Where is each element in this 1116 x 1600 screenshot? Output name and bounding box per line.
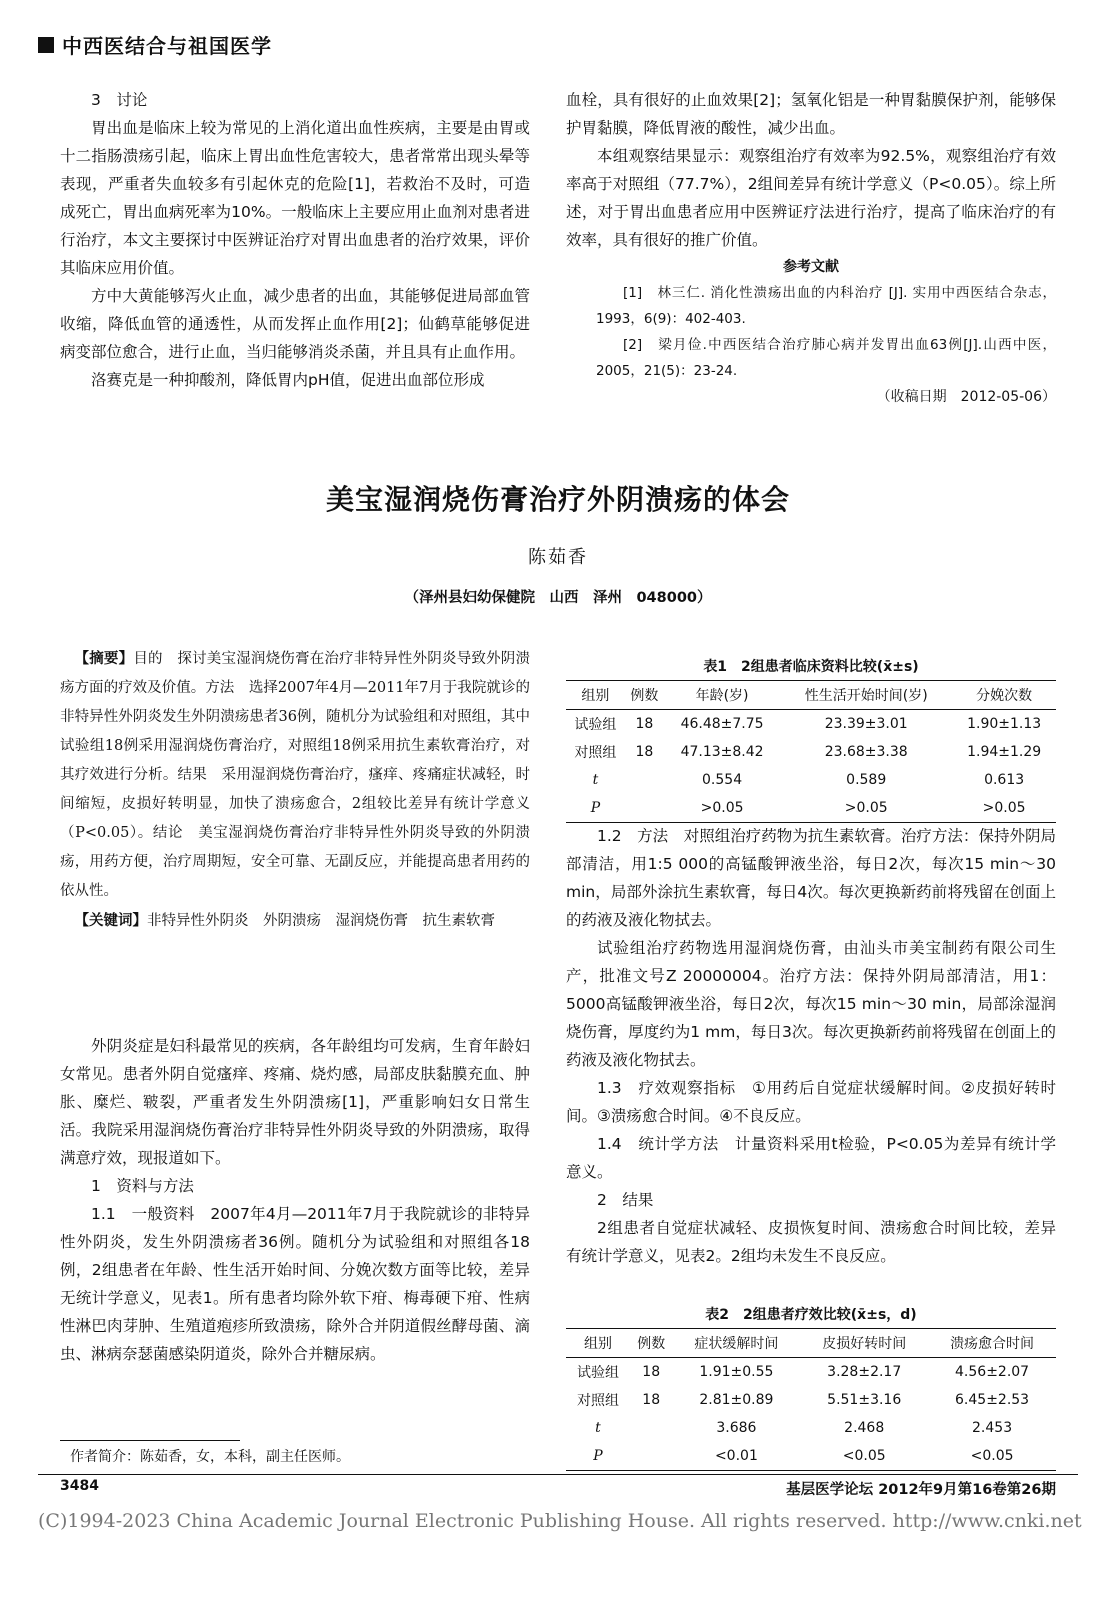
table-cell: 3.28±2.17: [827, 1364, 902, 1380]
prev-article-left-column: [60, 86, 530, 394]
reference-item: [1] 林三仁. 消化性溃疡出血的内科治疗 [J]. 实用中西医结合杂志，1993，6(9)：402-403.: [596, 285, 1056, 327]
table-row: [566, 1386, 1056, 1414]
article-author: 陈茹香: [528, 547, 588, 568]
table-cell: t: [592, 772, 599, 788]
table-cell: [625, 794, 664, 823]
table-cell: 对照组: [576, 1393, 619, 1409]
article-right-column: [566, 822, 1056, 1270]
table-cell: >0.05: [952, 794, 1056, 823]
table-cell: P: [566, 1442, 630, 1471]
table-header-cell: 年龄(岁): [664, 681, 780, 710]
table-cell: 1.91±0.55: [699, 1364, 774, 1380]
table1-block: [566, 654, 1056, 823]
discussion-heading: 3 讨论: [91, 91, 148, 109]
footnote-divider: [60, 1440, 240, 1441]
keywords-text: 非特异性外阴炎 外阴溃疡 湿润烧伤膏 抗生素软膏: [147, 913, 495, 929]
journal-issue: 基层医学论坛 2012年9月第16卷第26期: [786, 1482, 1056, 1498]
table-cell: 2.453: [972, 1420, 1013, 1436]
paragraph: 方中大黄能够泻火止血，减少患者的出血，其能够促进局部血管收缩，降低血管的通透性，从而发挥止血作用[2]；仙鹤草能够促进病变部位愈合，进行止血，当归能够消炎杀菌，并且具有止血作用。: [60, 287, 530, 361]
received-date: （收稿日期 2012-05-06）: [876, 389, 1056, 405]
paragraph: 1.4 统计学方法 计量资料采用t检验，P<0.05为差异有统计学意义。: [566, 1135, 1056, 1181]
article-title: 美宝湿润烧伤膏治疗外阴溃疡的体会: [325, 483, 790, 516]
paragraph: 洛赛克是一种抑酸剂，降低胃内pH值，促进出血部位形成: [91, 371, 485, 389]
table-row: [566, 1442, 1056, 1471]
abstract: [60, 644, 530, 906]
table-cell: 18: [635, 744, 654, 760]
references-heading: 参考文献: [783, 259, 839, 275]
table-cell: 18: [642, 1392, 661, 1408]
table-cell: 2.81±0.89: [699, 1392, 774, 1408]
table-cell: 2.468: [844, 1420, 885, 1436]
table-header-row: [566, 681, 1056, 710]
table-cell: [630, 1442, 673, 1471]
table2: [566, 1328, 1056, 1471]
table-header-cell: 组别: [566, 681, 625, 710]
table-cell: 23.68±3.38: [824, 744, 908, 760]
table-cell: 18: [635, 716, 654, 732]
journal-section-name: 中西医结合与祖国医学: [62, 34, 272, 58]
section-heading: 2 结果: [597, 1191, 654, 1209]
abstract-block: [60, 644, 530, 936]
table-cell: 试验组: [576, 1365, 619, 1381]
table-cell: 0.613: [984, 772, 1025, 788]
table2-block: [566, 1302, 1056, 1471]
table-row: [566, 794, 1056, 823]
table-header-cell: 症状缓解时间: [673, 1329, 801, 1358]
table-header-row: [566, 1329, 1056, 1358]
table-cell: 1.90±1.13: [967, 716, 1042, 732]
reference-item: [2] 梁月俭.中西医结合治疗肺心病并发胃出血63例[J].山西中医，2005，21(5)：23-24.: [596, 337, 1056, 379]
table-cell: <0.01: [673, 1442, 801, 1471]
table-row: [566, 1358, 1056, 1387]
running-header: [38, 30, 272, 59]
table-cell: <0.05: [928, 1442, 1056, 1471]
table-cell: 对照组: [574, 745, 617, 761]
table-header-cell: 皮损好转时间: [800, 1329, 928, 1358]
table-cell: [625, 766, 664, 794]
paragraph: 胃出血是临床上较为常见的上消化道出血性疾病，主要是由胃或十二指肠溃疡引起，临床上胃出血性危害较大，患者常常出现头晕等表现，严重者失血较多有引起休克的危险[1]，若救治不及时，可造成死亡，胃出血病死率为10%。一般临床上主要应用止血剂对患者进行治疗，本文主要探讨中医辨证治疗对胃出血患者的治疗效果，评价其临床应用价值。: [60, 119, 530, 277]
table-cell: 47.13±8.42: [680, 744, 764, 760]
page-number: 3484: [60, 1478, 99, 1494]
table-row: [566, 738, 1056, 766]
table-cell: 0.554: [702, 772, 743, 788]
table-cell: [630, 1414, 673, 1442]
table-cell: 4.56±2.07: [955, 1364, 1030, 1380]
paragraph: 1.1 一般资料 2007年4月—2011年7月于我院就诊的非特异性外阴炎，发生外阴溃疡者36例。随机分为试验组和对照组各18例，2组患者在年龄、性生活开始时间、分娩次数方面等比较，差异无统计学意义，见表1。所有患者均除外软下疳、梅毒硬下疳、性病性淋巴肉芽肿、生殖道疱疹所致溃疡，除外合并阴道假丝酵母菌、滴虫、淋病奈瑟菌感染阴道炎，除外合并糖尿病。: [60, 1205, 530, 1363]
paragraph: 试验组治疗药物选用湿润烧伤膏，由汕头市美宝制药有限公司生产，批准文号Z 20000004。治疗方法：保持外阴局部清洁，用1：5000高锰酸钾液坐浴，每日2次，每次15 min～30 min，局部涂湿润烧伤膏，厚度约为1 mm，每日3次。每次更换新药前将残留在创面上的药液及液化物拭去。: [566, 939, 1056, 1069]
table-cell: t: [595, 1420, 601, 1436]
table-cell: 3.686: [716, 1420, 757, 1436]
table-header-cell: 例数: [630, 1329, 673, 1358]
table1: [566, 680, 1056, 823]
table-cell: 试验组: [574, 717, 617, 733]
intro-paragraph: 外阴炎症是妇科最常见的疾病，各年龄组均可发病，生育年龄妇女常见。患者外阴自觉瘙痒、疼痛、烧灼感，局部皮肤黏膜充血、肿胀、糜烂、皲裂，严重者发生外阴溃疡[1]，严重影响妇女日常生活。我院采用湿润烧伤膏治疗非特异性外阴炎导致的外阴溃疡，取得满意疗效，现报道如下。: [60, 1037, 530, 1167]
table2-caption: 表2 2组患者疗效比较(x̄±s，d): [705, 1307, 917, 1323]
table-cell: 5.51±3.16: [827, 1392, 902, 1408]
keywords: [60, 906, 530, 936]
section-heading: 1 资料与方法: [91, 1177, 194, 1195]
article-left-column: [60, 1032, 530, 1368]
table-row: [566, 710, 1056, 739]
paragraph: 1.3 疗效观察指标 ①用药后自觉症状缓解时间。②皮损好转时间。③溃疡愈合时间。④不良反应。: [566, 1079, 1056, 1125]
table-cell: P: [566, 794, 625, 823]
table-header-cell: 例数: [625, 681, 664, 710]
square-bullet-icon: [38, 37, 54, 53]
table-header-cell: 分娩次数: [952, 681, 1056, 710]
paragraph: 本组观察结果显示：观察组治疗有效率为92.5%，观察组治疗有效率高于对照组（77.7%），2组间差异有统计学意义（P<0.05）。综上所述，对于胃出血患者应用中医辨证疗法进行治疗，提高了临床治疗的有效率，具有很好的推广价值。: [566, 147, 1056, 249]
footer-divider: [38, 1474, 1078, 1475]
table-header-cell: 性生活开始时间(岁): [780, 681, 952, 710]
abstract-label: 【摘要】: [74, 650, 134, 667]
table-cell: 1.94±1.29: [967, 744, 1042, 760]
copyright-notice: (C)1994-2023 China Academic Journal Electronic Publishing House. All rights reserved. http://www.cnki.net: [38, 1510, 1082, 1532]
table1-caption: 表1 2组患者临床资料比较(x̄±s): [703, 659, 919, 675]
table-row: [566, 766, 1056, 794]
table-cell: 23.39±3.01: [824, 716, 908, 732]
abstract-text: 目的 探讨美宝湿润烧伤膏在治疗非特异性外阴炎导致外阴溃疡方面的疗效及价值。方法 选择2007年4月—2011年7月于我院就诊的非特异性外阴炎发生外阴溃疡患者36例，随机分为试验组和对照组，其中试验组18例采用湿润烧伤膏治疗，对照组18例采用抗生素软膏治疗，对其疗效进行分析。结果 采用湿润烧伤膏治疗，瘙痒、疼痛症状减轻，时间缩短，皮损好转明显，加快了溃疡愈合，2组较比差异有统计学意义（P<0.05）。结论 美宝湿润烧伤膏治疗非特异性外阴炎导致的外阴溃疡，用药方便，治疗周期短，安全可靠、无副反应，并能提高患者用药的依从性。: [60, 651, 531, 899]
paragraph: 1.2 方法 对照组治疗药物为抗生素软膏。治疗方法：保持外阴局部清洁，用1:5 000的高锰酸钾液坐浴，每日2次，每次15 min～30 min，局部外涂抗生素软膏，每日4次。每次更换新药前将残留在创面上的药液及液化物拭去。: [566, 827, 1056, 929]
table-cell: 18: [642, 1364, 661, 1380]
table-header-cell: 组别: [566, 1329, 630, 1358]
paragraph: 2组患者自觉症状减轻、皮损恢复时间、溃疡愈合时间比较，差异有统计学意义，见表2。2组均未发生不良反应。: [566, 1219, 1056, 1265]
article-affiliation: （泽州县妇幼保健院 山西 泽州 048000）: [404, 590, 712, 606]
table-header-cell: 溃疡愈合时间: [928, 1329, 1056, 1358]
table-cell: >0.05: [664, 794, 780, 823]
author-footnote: 作者简介：陈茹香，女，本科，副主任医师。: [70, 1449, 350, 1465]
table-cell: <0.05: [800, 1442, 928, 1471]
table-row: [566, 1414, 1056, 1442]
keywords-label: 【关键词】: [74, 912, 147, 929]
table-cell: 6.45±2.53: [955, 1392, 1030, 1408]
table-cell: 0.589: [846, 772, 887, 788]
table-cell: 46.48±7.75: [680, 716, 764, 732]
table-cell: >0.05: [780, 794, 952, 823]
prev-article-right-column: [566, 86, 1056, 410]
paragraph: 血栓，具有很好的止血效果[2]；氢氧化铝是一种胃黏膜保护剂，能够保护胃黏膜，降低胃液的酸性，减少出血。: [566, 91, 1056, 137]
